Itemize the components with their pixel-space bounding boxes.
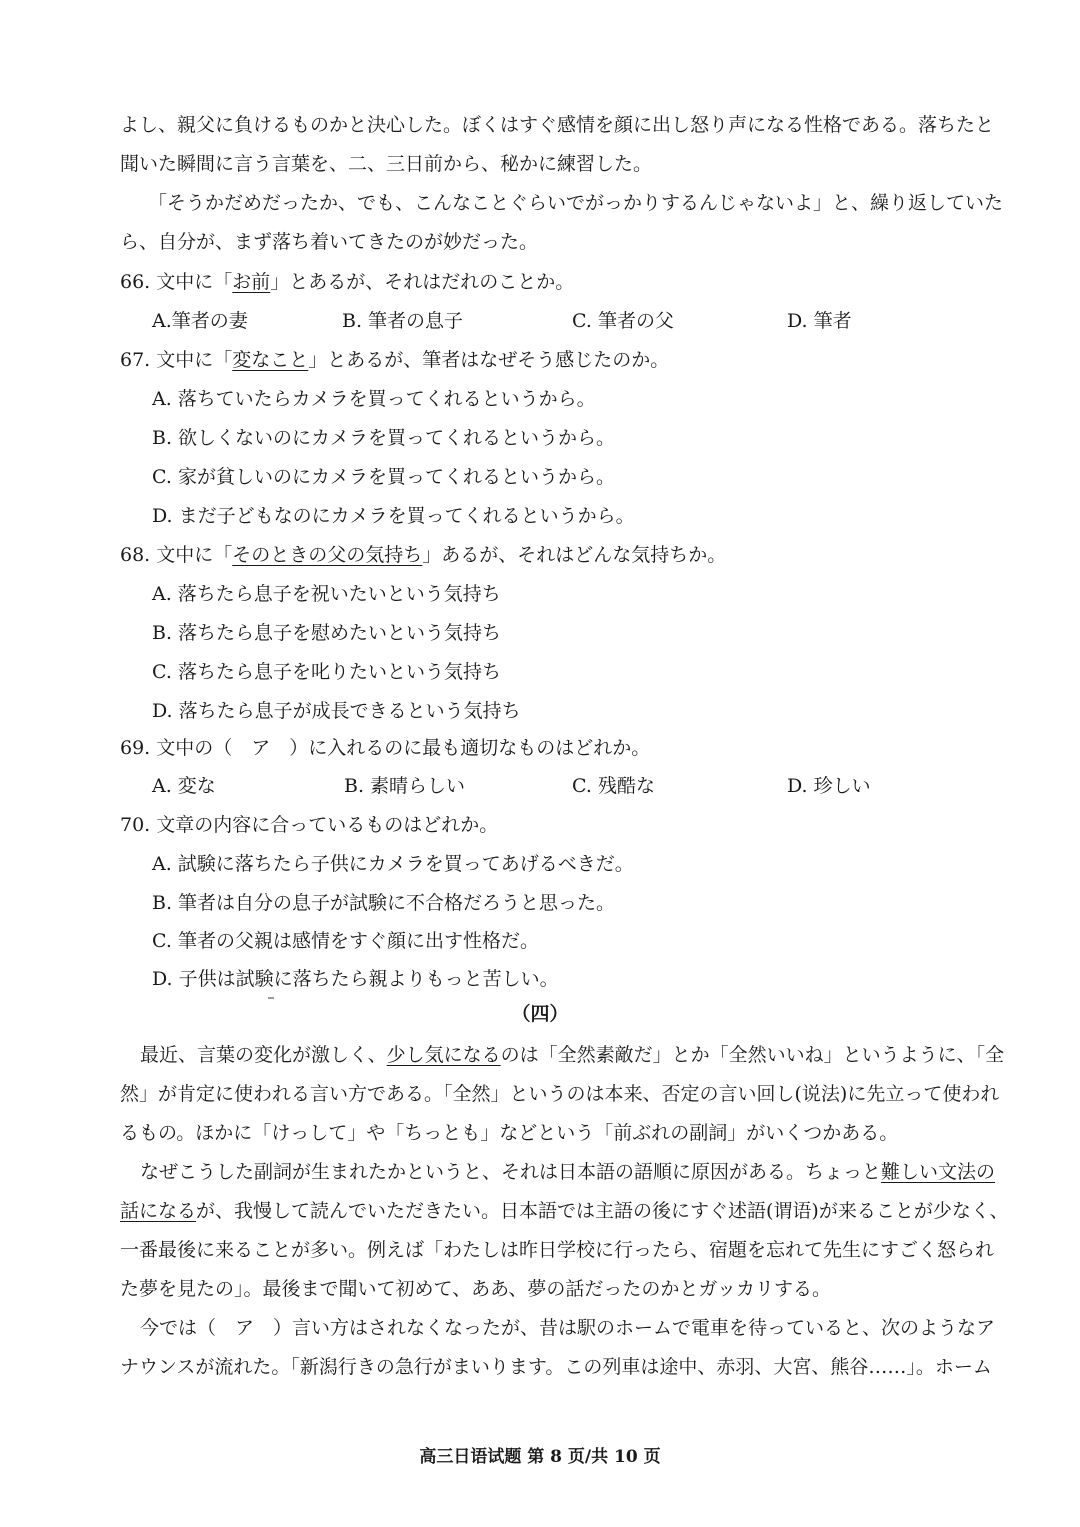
option-d: D. 筆者 [787,310,852,332]
option-d: D. 落ちたら息子が成長できるという気持ち [152,700,521,722]
page-footer: 高三日语试题 第 8 页/共 10 页 [419,1447,661,1467]
option-d: D. まだ子どもなのにカメラを買ってくれるというから。 [152,505,635,527]
question-68 [120,536,726,575]
underlined-term: お前 [232,271,271,293]
option-d: D. 珍しい [787,775,871,797]
option-c: C. 落ちたら息子を叱りたいという気持ち [152,661,501,683]
question-69: 69. 文中の（ ア ）に入れるのに最も適切なものはどれか。 [120,737,651,759]
passage-text: のは「全然素敵だ」とか「全然いいね」というように、「全 [500,1044,1005,1066]
underlined-term: 話になる [120,1200,197,1222]
options-row-69 [152,767,912,806]
question-text: 」とあるが、それはだれのことか。 [270,271,575,293]
passage-line: ナウンスが流れた。「新潟行きの急行がまいります。この列車は途中、赤羽、大宮、熊谷……」。ホーム [120,1356,992,1378]
underlined-term: 少し気になる [386,1044,501,1066]
option-b: B. 筆者の息子 [342,310,464,332]
passage-line: 一番最後に来ることが多い。例えば「わたしは昨日学校に行ったら、宿題を忘れて先生にすごく怒られ [120,1239,995,1261]
option-a: A. 落ちたら息子を祝いたいという気持ち [152,583,501,605]
option-c: C. 残酷な [572,775,655,797]
underlined-term: そのときの父の気持ち [232,544,423,566]
passage-line: 「そうかだめだったか、でも、こんなことぐらいでがっかりするんじゃないよ」と、繰り返していた [148,192,1004,214]
underlined-term: 変なこと [232,349,309,371]
question-text: 67. 文中に「 [120,349,233,371]
option-a: A. 試験に落ちたら子供にカメラを買ってあげるべきだ。 [152,853,634,875]
passage-line [120,1192,1008,1231]
passage-line: よし、親父に負けるものかと決心した。ぼくはすぐ感情を顔に出し怒り声になる性格である。落ちたと [120,114,995,136]
underlined-term: 難しい文法の [881,1161,996,1183]
option-a: A.筆者の妻 [152,310,248,332]
question-text: 」あるが、それはどんな気持ちか。 [422,544,727,566]
options-row-66 [152,302,912,341]
question-text: 」とあるが、筆者はなぜそう感じたのか。 [308,349,670,371]
passage-line: 然」が肯定に使われる言い方である。「全然」というのは本来、否定の言い回し(说法)に先立って使われ [120,1083,1000,1105]
passage-line [140,1036,1004,1075]
question-text: 68. 文中に「 [120,544,233,566]
option-c: C. 筆者の父 [572,310,674,332]
option-b: B. 素晴らしい [344,775,466,797]
passage-text: なぜこうした副詞が生まれたかというと、それは日本語の語順に原因がある。ちょっと [140,1161,882,1183]
option-b: B. 欲しくないのにカメラを買ってくれるというから。 [152,427,616,449]
passage-text: が、我慢して読んでいただきたい。日本語では主語の後にすぐ述語(谓语)が来ることが少なく、 [196,1200,1009,1222]
passage-line: た夢を見たの」。最後まで聞いて初めて、ああ、夢の話だったのかとガッカリする。 [120,1278,831,1300]
passage-line: 聞いた瞬間に言う言葉を、二、三日前から、秘かに練習した。 [120,153,653,175]
question-text: 66. 文中に「 [120,271,233,293]
passage-line: るもの。ほかに「けっして」や「ちっとも」などという「前ぶれの副詞」がいくつかある。 [120,1122,899,1144]
passage-line: ら、自分が、まず落ち着いてきたのが妙だった。 [120,231,539,253]
option-d: D. 子供は試験に落ちたら親よりもっと苦しい。 [152,968,559,990]
option-b: B. 筆者は自分の息子が試験に不合格だろうと思った。 [152,892,616,914]
passage-line: 今では（ ア ）言い方はされなくなったが、昔は駅のホームで電車を待っていると、次のようなア [140,1317,996,1339]
option-b: B. 落ちたら息子を慰めたいという気持ち [152,622,502,644]
question-67 [120,341,669,380]
option-c: C. 筆者の父親は感情をすぐ顔に出す性格だ。 [152,930,539,952]
option-c: C. 家が貧しいのにカメラを買ってくれるというから。 [152,466,615,488]
option-a: A. 変な [152,775,216,797]
passage-line [140,1153,995,1192]
question-70: 70. 文章の内容に合っているものはどれか。 [120,814,499,836]
section-title: （四） [511,1003,569,1025]
question-66 [120,263,574,302]
option-a: A. 落ちていたらカメラを買ってくれるというから。 [152,388,596,410]
passage-text: 最近、言葉の変化が激しく、 [140,1044,387,1066]
